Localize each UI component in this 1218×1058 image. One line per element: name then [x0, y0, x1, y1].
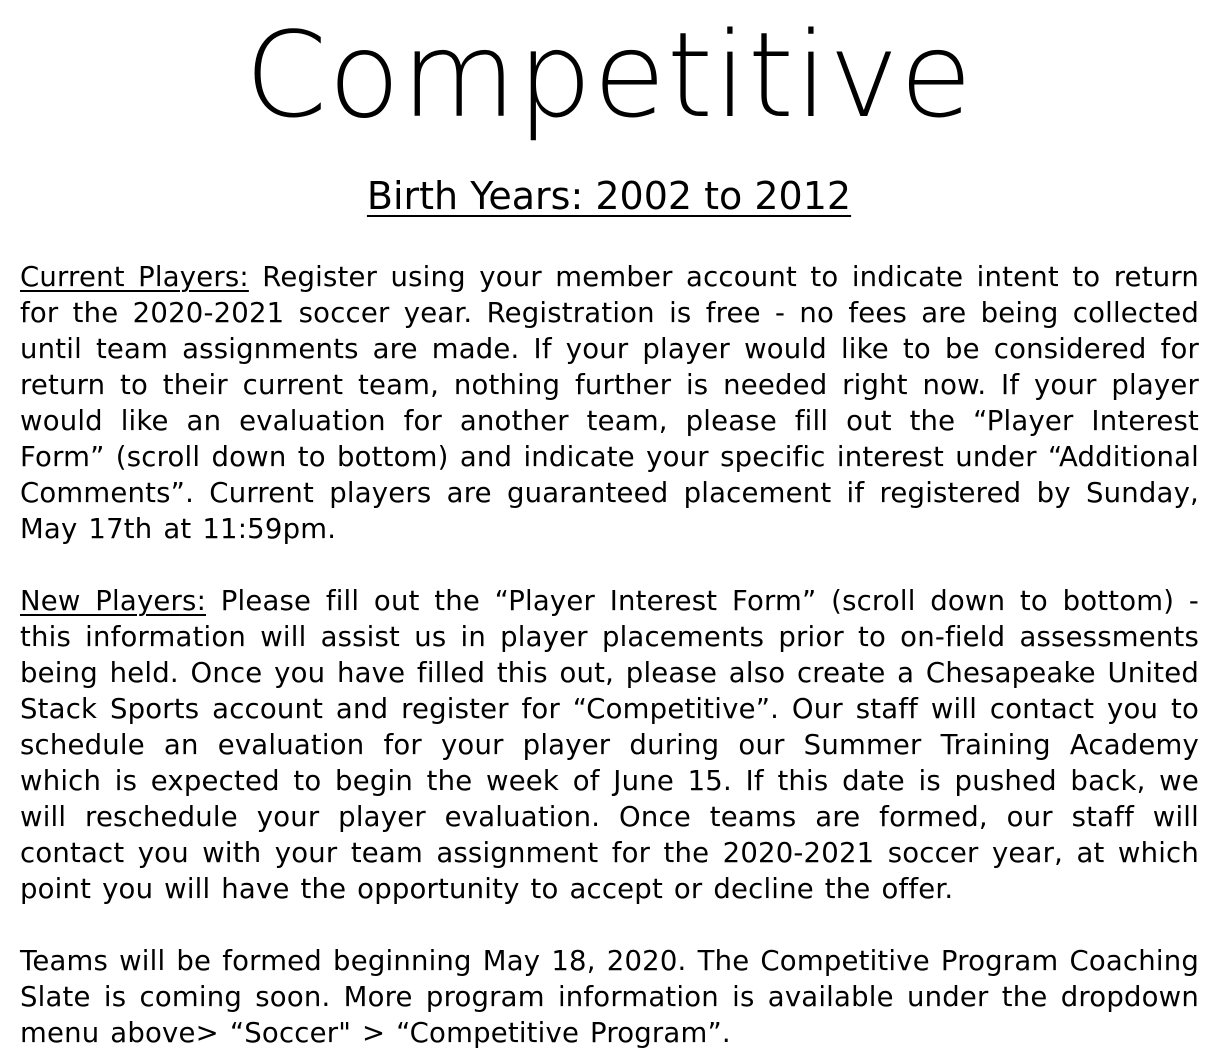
current-players-paragraph: [20, 259, 1199, 547]
teams-formed-paragraph: [20, 943, 1199, 1051]
birth-years-subtitle: [0, 170, 1218, 222]
birth-years-text: Birth Years: 2002 to 2012: [366, 174, 852, 218]
current-players-text: Register using your member account to indicate intent to return for the 2020-2021 soccer year. Registration is free - no fees are being collected until team assignments are made. If your player would like to be considered for return to their current team, nothing further is needed right now. If your player would like an evaluation for another team, please fill out the “Player Interest Form” (scroll down to bottom) and indicate your specific interest under “Additional Comments”. Current players are guaranteed placement if registered by Sunday, May 17th at 11:59pm.: [20, 261, 1199, 545]
page-title: Competitive: [244, 6, 974, 144]
new-players-text: Please fill out the “Player Interest Form” (scroll down to bottom) - this information will assist us in player placements prior to on-field assessments being held. Once you have filled this out, please also create a Chesapeake United Stack Sports account and register for “Competitive”. Our staff will contact you to schedule an evaluation for your player during our Summer Training Academy which is expected to begin the week of June 15. If this date is pushed back, we will reschedule your player evaluation. Once teams are formed, our staff will contact you with your team assignment for the 2020-2021 soccer year, at which point you will have the opportunity to accept or decline the offer.: [20, 585, 1199, 905]
current-players-heading: Current Players:: [20, 261, 249, 293]
teams-formed-text: Teams will be formed beginning May 18, 2020. The Competitive Program Coaching Slate is coming soon. More program information is available under the dropdown menu above> “Soccer" > “Competitive Program”.: [20, 945, 1199, 1049]
new-players-paragraph: [20, 583, 1199, 907]
new-players-heading: New Players:: [20, 585, 207, 617]
